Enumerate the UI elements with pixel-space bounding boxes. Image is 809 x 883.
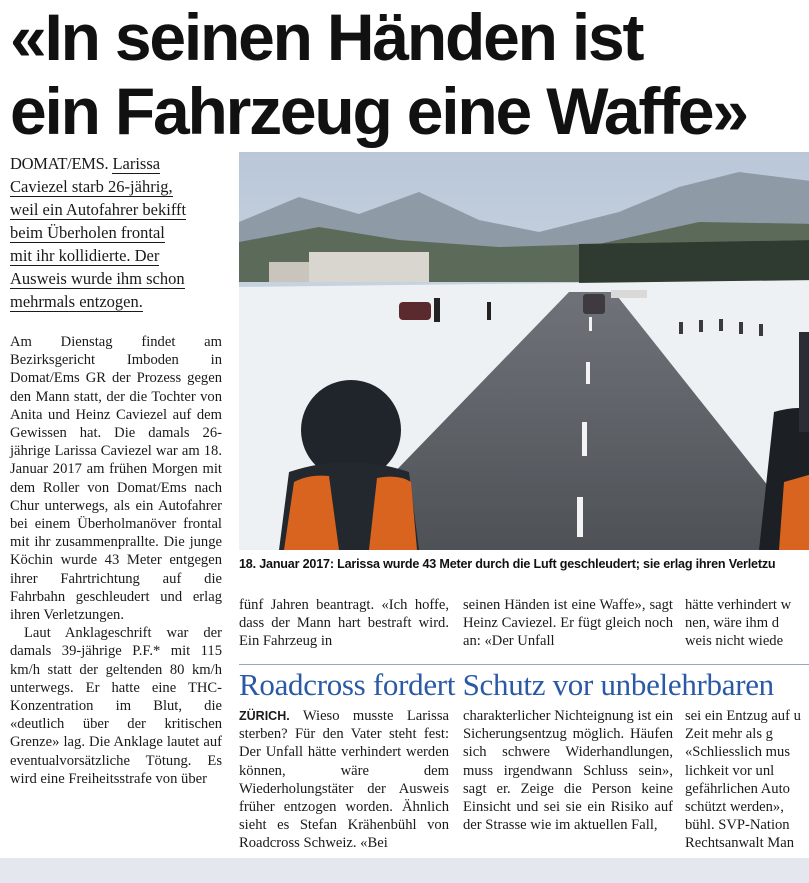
body-paragraph: Am Dienstag findet am Bezirksgericht Imboden in Domat/Ems GR der Prozess gegen den Mann statt, der die Tochter von Anita und Heinz Caviezel auf dem Gewissen hat. Die damals 26-jährige Larissa Caviezel war am 18. Januar 2017 am frühen Morgen mit dem Roller von Domat/Ems nach Chur unterwegs, als ein Autofahrer bei einem Überholmanöver frontal mit ihr zusammenprallte. Die junge Köchin wurde 43 Meter entgegen ihrer Fahrtrichtung auf die Fahrbahn geschleudert und erlag ihren Verletzungen.	[10, 334, 222, 624]
lead-paragraph	[10, 152, 222, 313]
headline-line-2: ein Fahrzeug eine Waffe»	[10, 74, 747, 148]
column-line: lichkeit vor unl	[685, 762, 775, 779]
page-bottom-band	[0, 858, 809, 883]
sidebar-dateline: ZÜRICH.	[239, 709, 290, 723]
subhead-divider	[239, 664, 809, 665]
column-line: Zeit mehr als g	[685, 726, 773, 743]
lead-line: beim Überholen frontal	[10, 223, 165, 242]
column-line: gefährlichen Auto	[685, 780, 790, 797]
body-paragraph: Laut Anklageschrift war der damals 39-jährige P.F.* mit 115 km/h statt der geltenden 80 km/h unterwegs. Er hatte eine THC-Konzentration im Blut, die «deutlich über der kritischen Grenze» lag. Die Anklage lautet auf eventualvorsätzliche Tötung. Es wird eine Freiheitsstrafe von über	[10, 625, 222, 787]
sidebar-column-3	[685, 707, 809, 853]
body-column-3: seinen Händen ist eine Waffe», sagt Heinz Caviezel. Er fügt gleich noch an: «Der Unfall	[463, 597, 673, 650]
column-line: hätte verhindert w	[685, 597, 792, 613]
lead-line: Ausweis wurde ihm schon	[10, 269, 185, 288]
column-line: nen, wäre ihm d	[685, 615, 780, 632]
column-line: «Schliesslich mus	[685, 744, 790, 761]
body-column-2: fünf Jahren beantragt. «Ich hoffe, dass der Mann hart bestraft wird. Ein Fahrzeug in	[239, 597, 449, 650]
sidebar-text: Wieso musste Larissa sterben? Für den Vater steht fest: Der Unfall hätte verhindert werden können, wäre dem Wiederholungstäter der Ausweis früher entzogen worden. Ähnlich sieht es Stefan Krähenbühl von Roadcross Schweiz. «Bei	[239, 708, 449, 852]
accident-scene-photo	[239, 152, 809, 550]
photo-caption: 18. Januar 2017: Larissa wurde 43 Meter durch die Luft geschleudert; sie erlag ihren Verletzu	[239, 557, 776, 571]
lead-line: mit ihr kollidierte. Der	[10, 246, 160, 265]
lead-line: Caviezel starb 26-jährig,	[10, 177, 173, 196]
sidebar-column-1	[239, 707, 449, 853]
column-line: bühl. SVP-Nation	[685, 817, 790, 834]
sidebar-article-title: Roadcross fordert Schutz vor unbelehrbaren	[239, 667, 774, 702]
lead-line: mehrmals entzogen.	[10, 292, 143, 311]
column-line: Rechtsanwalt Man	[685, 835, 795, 852]
headline-line-1: «In seinen Händen ist	[10, 0, 643, 74]
headline	[10, 0, 809, 148]
lead-line: weil ein Autofahrer bekifft	[10, 200, 187, 219]
lead-line: Larissa	[112, 154, 161, 173]
sidebar-column-2: charakterlicher Nichteignung ist ein Sicherungsentzug möglich. Häufen sich schwere Widerhandlungen, muss irgendwann Schluss sein», sagt er. Zeige die Person keine Einsicht und sei sie ein Risiko auf der Strasse wie im aktuellen Fall,	[463, 708, 673, 834]
lead-dateline: DOMAT/EMS.	[10, 154, 109, 173]
body-column-1	[10, 333, 222, 788]
body-column-4	[685, 596, 809, 651]
column-line: sei ein Entzug auf u	[685, 708, 801, 724]
column-line: schützt werden»,	[685, 799, 784, 816]
column-line: weis nicht wiede	[685, 633, 784, 650]
